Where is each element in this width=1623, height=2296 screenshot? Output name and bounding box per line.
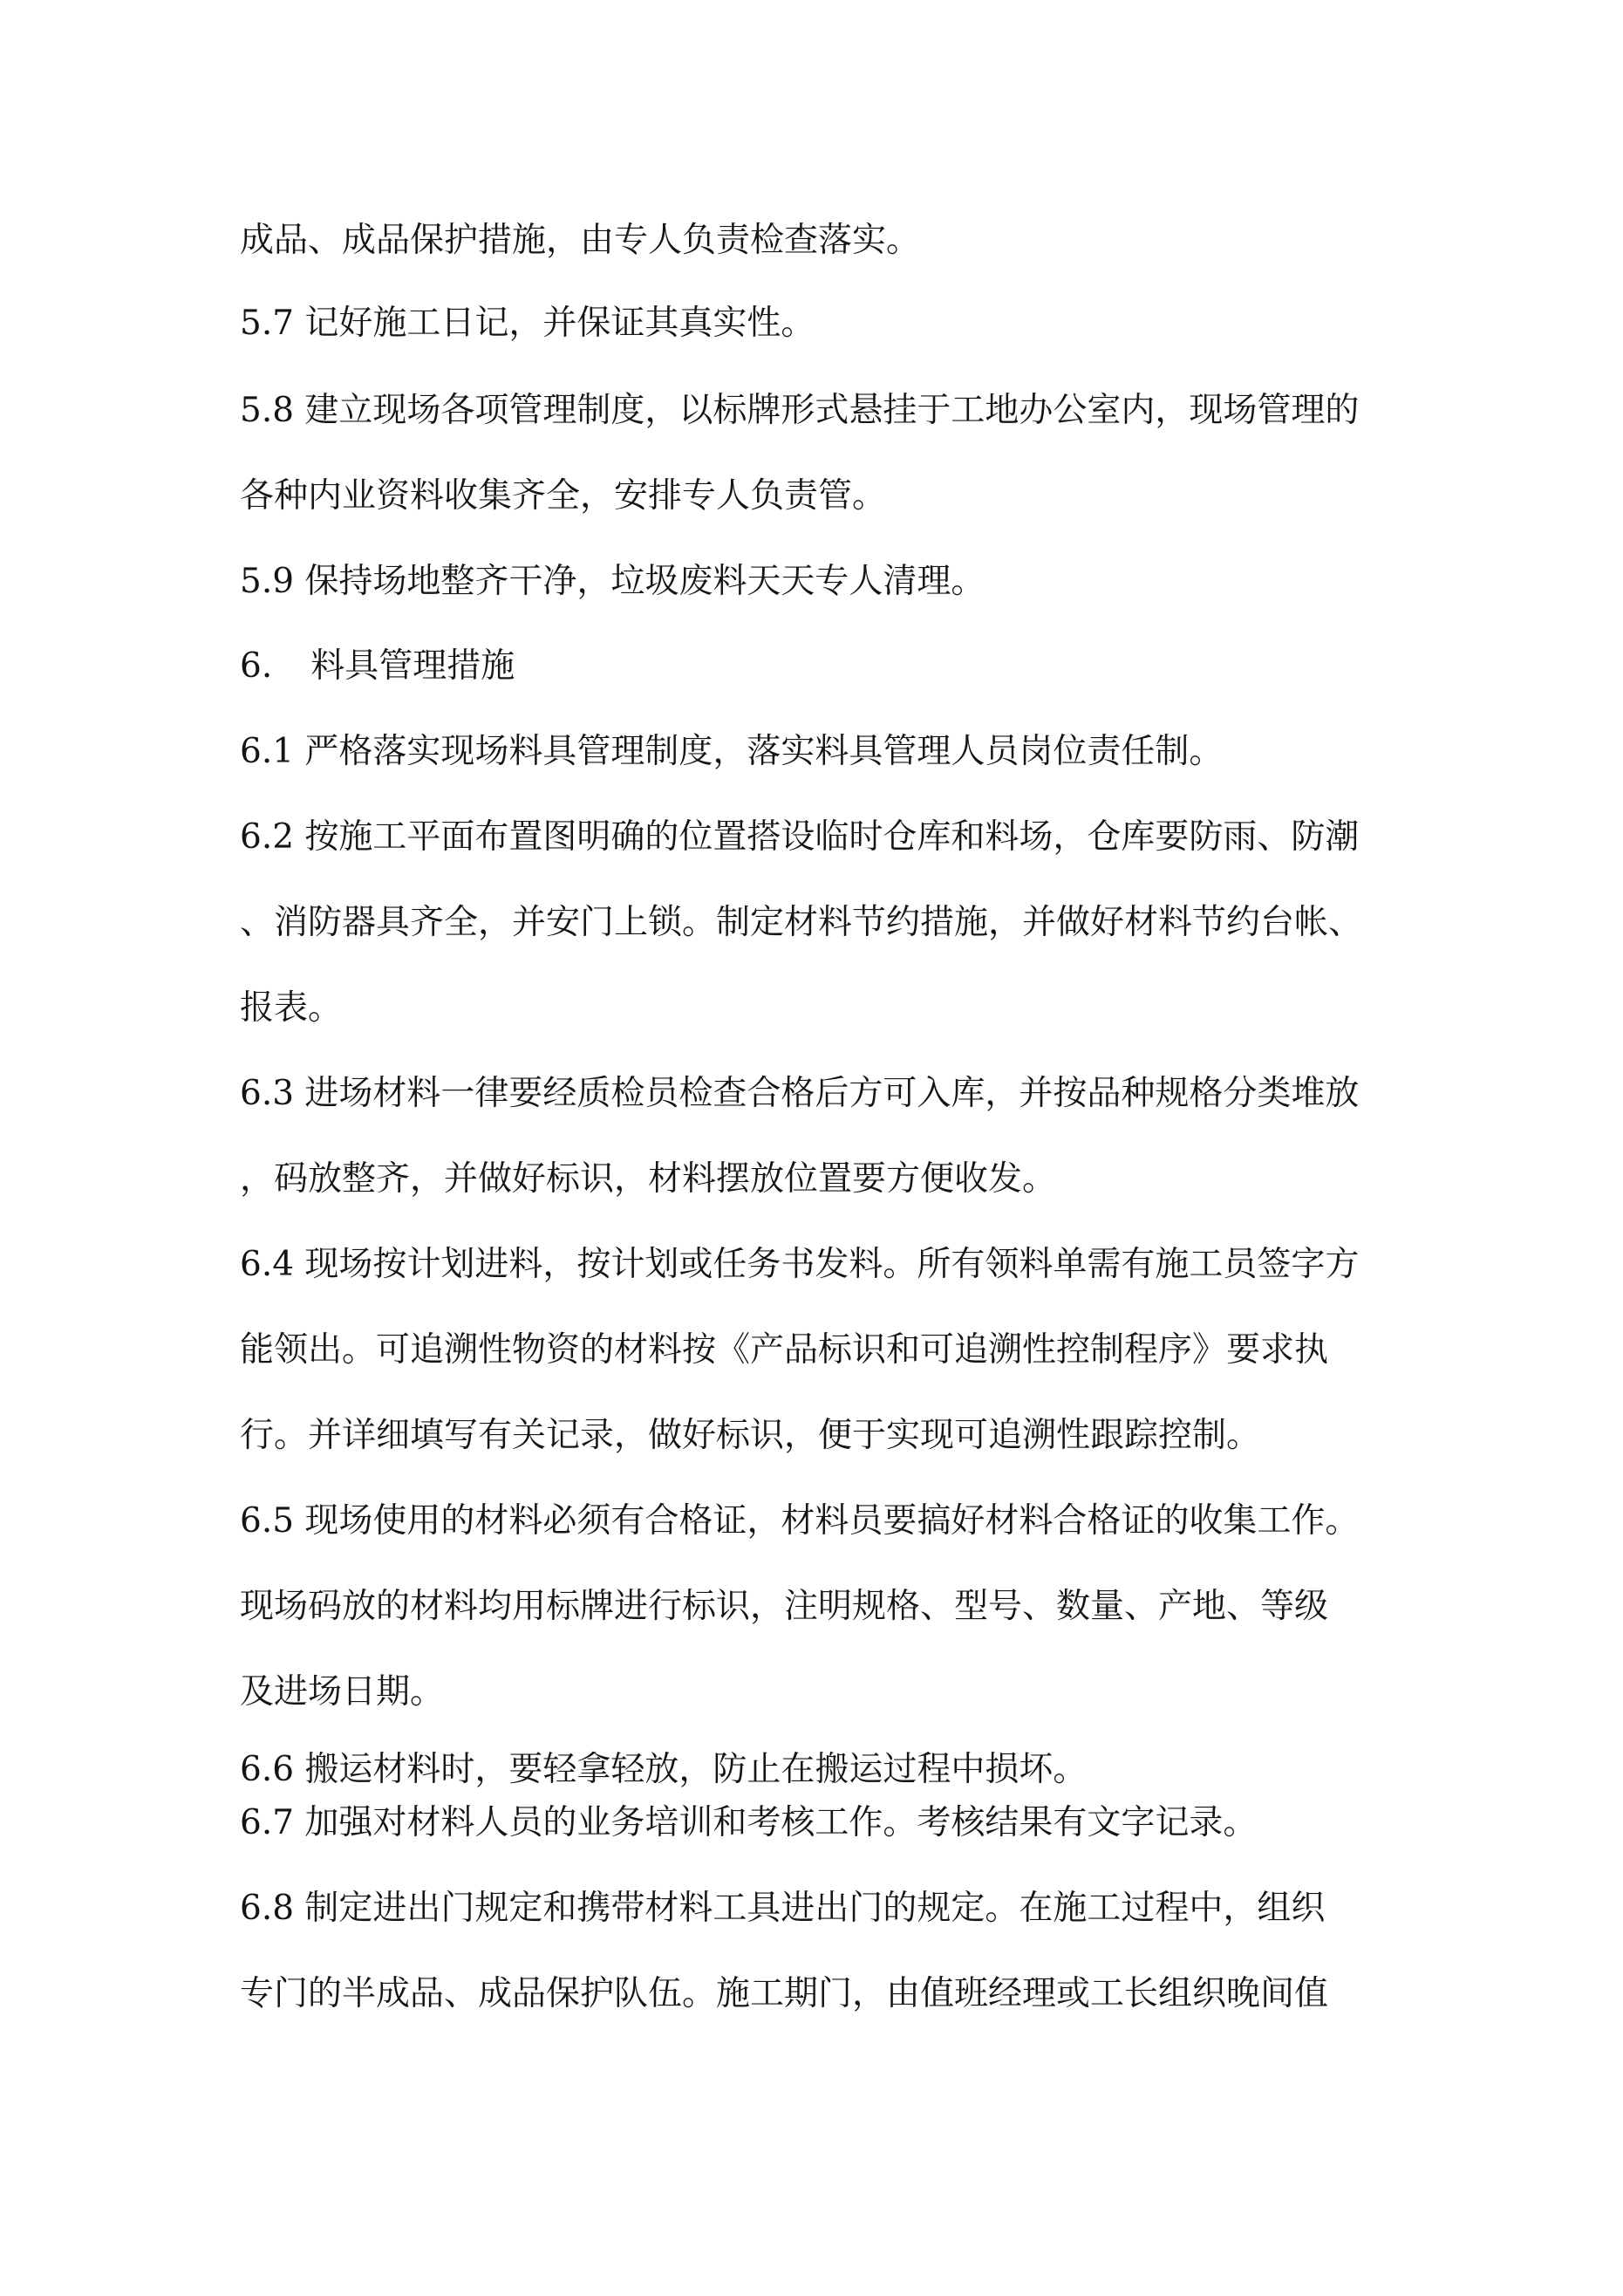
text-line: 6.1 严格落实现场料具管理制度，落实料具管理人员岗位责任制。 — [240, 732, 1224, 771]
text-line: 6.4 现场按计划进料，按计划或任务书发料。所有领料单需有施工员签字方 — [240, 1245, 1360, 1284]
section-number: 6. — [240, 646, 273, 686]
text-line: 6.8 制定进出门规定和携带材料工具进出门的规定。在施工过程中，组织 — [240, 1889, 1326, 1928]
text-line: 及进场日期。 — [240, 1672, 445, 1712]
text-line: 专门的半成品、成品保护队伍。施工期门，由值班经理或工长组织晚间值 — [240, 1974, 1329, 2013]
text-line: 行。并详细填写有关记录，做好标识，便于实现可追溯性跟踪控制。 — [240, 1416, 1261, 1455]
text-line: 5.9 保持场地整齐干净，垃圾废料天天专人清理。 — [240, 562, 985, 601]
section-title: 料具管理措施 — [310, 646, 515, 686]
text-line: 5.7 记好施工日记，并保证其真实性。 — [240, 304, 815, 343]
text-line: 6.2 按施工平面布置图明确的位置搭设临时仓库和料场，仓库要防雨、防潮 — [240, 817, 1360, 857]
text-line: 6.3 进场材料一律要经质检员检查合格后方可入库，并按品种规格分类堆放 — [240, 1074, 1360, 1113]
text-line: 5.8 建立现场各项管理制度，以标牌形式悬挂于工地办公室内，现场管理的 — [240, 391, 1360, 430]
text-line: 现场码放的材料均用标牌进行标识，注明规格、型号、数量、产地、等级 — [240, 1587, 1329, 1626]
text-line: ，码放整齐，并做好标识，材料摆放位置要方便收发。 — [240, 1159, 1057, 1199]
text-line: 能领出。可追溯性物资的材料按《产品标识和可追溯性控制程序》要求执 — [240, 1330, 1329, 1370]
text-line: 报表。 — [240, 988, 343, 1028]
text-line: 6.5 现场使用的材料必须有合格证，材料员要搞好材料合格证的收集工作。 — [240, 1501, 1360, 1541]
text-line: 6.6 搬运材料时，要轻拿轻放，防止在搬运过程中损坏。 — [240, 1750, 1088, 1789]
text-line: 成品、成品保护措施，由专人负责检查落实。 — [240, 221, 921, 260]
section-heading — [240, 644, 1413, 689]
text-line: 6.7 加强对材料人员的业务培训和考核工作。考核结果有文字记录。 — [240, 1803, 1258, 1842]
text-line: 、消防器具齐全，并安门上锁。制定材料节约措施，并做好材料节约台帐、 — [240, 903, 1363, 942]
text-line: 各种内业资料收集齐全，安排专人负责管。 — [240, 476, 887, 516]
